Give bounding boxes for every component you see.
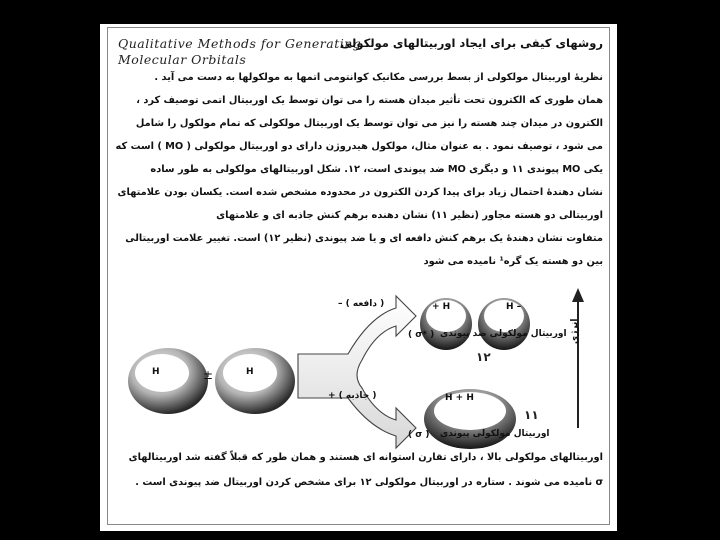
slide-page-number: 7 xyxy=(522,514,528,525)
paragraph-line: یکی MO پیوندی ۱۱ و دیگری MO ضد پیوندی است، ۱۲. شکل اوربیتالهای مولکولی به طور ساده xyxy=(150,164,603,175)
antibonding-figure-number: ۱۲ xyxy=(476,350,491,364)
hydrogen-atom-left xyxy=(128,348,208,414)
bonding-nuclei-label: H + H xyxy=(445,393,474,403)
paragraph-line: می شود ، توصیف نمود . به عنوان مثال، مولکول هیدروژن دارای دو اوربیتال مولکولی ( MO ) است که xyxy=(115,141,603,152)
antibonding-orbital-name: اوربیتال مولکولی ضد پیوندی xyxy=(440,329,567,339)
lower-arrow-label: ( جاذبه ) + xyxy=(328,391,377,401)
antibonding-left-lobe-label: + H xyxy=(432,302,451,312)
paragraph-line: متفاوت نشان دهندهٔ یک برهم کنش دافعه ای و یا ضد پیوندی (نظیر ۱۲) است. تغییر علامت اوربیتالی xyxy=(125,233,603,244)
plus-minus-sign: ± xyxy=(203,368,214,382)
paragraph-line: بین دو هسته یک گره¹ نامیده می شود xyxy=(423,256,603,267)
upper-arrow-label: ( دافعه ) – xyxy=(338,299,385,309)
title-english-line1: Qualitative Methods for Generating xyxy=(118,36,362,51)
title-english-line2: Molecular Orbitals xyxy=(118,52,247,67)
bonding-figure-number: ۱۱ xyxy=(524,408,539,422)
title-persian: روشهای کیفی برای ایجاد اوربیتالهای مولکولی xyxy=(340,36,603,50)
split-arrow xyxy=(298,296,416,448)
bonding-orbital-name: اوربیتال مولکولی پیوندی xyxy=(440,429,550,439)
paragraph-line: الکترون در میدان چند هسته را نیز می توان توسط یک اوربیتال مولکولی که تمام مولکول را شامل xyxy=(135,118,603,129)
paragraph-line: σ نامیده می شوند . ستاره در اوربیتال مولکولی ۱۲ برای مشخص کردن اوربیتال ضد پیوندی است . xyxy=(135,477,603,488)
paragraph-line: اوربیتالهای مولکولی بالا ، دارای تقارن استوانه ای هستند و همان طور که قبلاً گفته شد اوربیتالهای xyxy=(128,452,603,463)
bonding-symbol: ( σ ) xyxy=(408,430,430,440)
paragraph-line: نشان دهندهٔ احتمال زیاد برای پیدا کردن الکترون در محدوده مشخص شده است. یکسان بودن علامتهای xyxy=(117,187,603,198)
paragraph-line: همان طوری که الکترون تحت تأثیر میدان هسته را می توان توسط یک اوربیتال اتمی توصیف کرد ، xyxy=(136,95,603,106)
antibonding-symbol: ( σ* ) xyxy=(408,330,435,340)
paragraph-line: اوربیتالی دو هسته مجاور (نظیر ۱۱) نشان دهنده برهم کنش جاذبه ای و علامتهای xyxy=(216,210,603,221)
energy-arrow xyxy=(572,288,584,428)
hydrogen-atom-right xyxy=(215,348,295,414)
paragraph-line: نظریهٔ اوربیتال مولکولی از بسط بررسی مکانیک کوانتومی اتمها به مولکولها به دست می آید . xyxy=(154,72,603,83)
antibonding-right-lobe-label: H – xyxy=(506,302,522,312)
scanned-page xyxy=(100,24,617,531)
left-atom-label: H xyxy=(152,367,160,377)
energy-axis-label: انرژی xyxy=(570,318,580,344)
right-atom-label: H xyxy=(246,367,254,377)
